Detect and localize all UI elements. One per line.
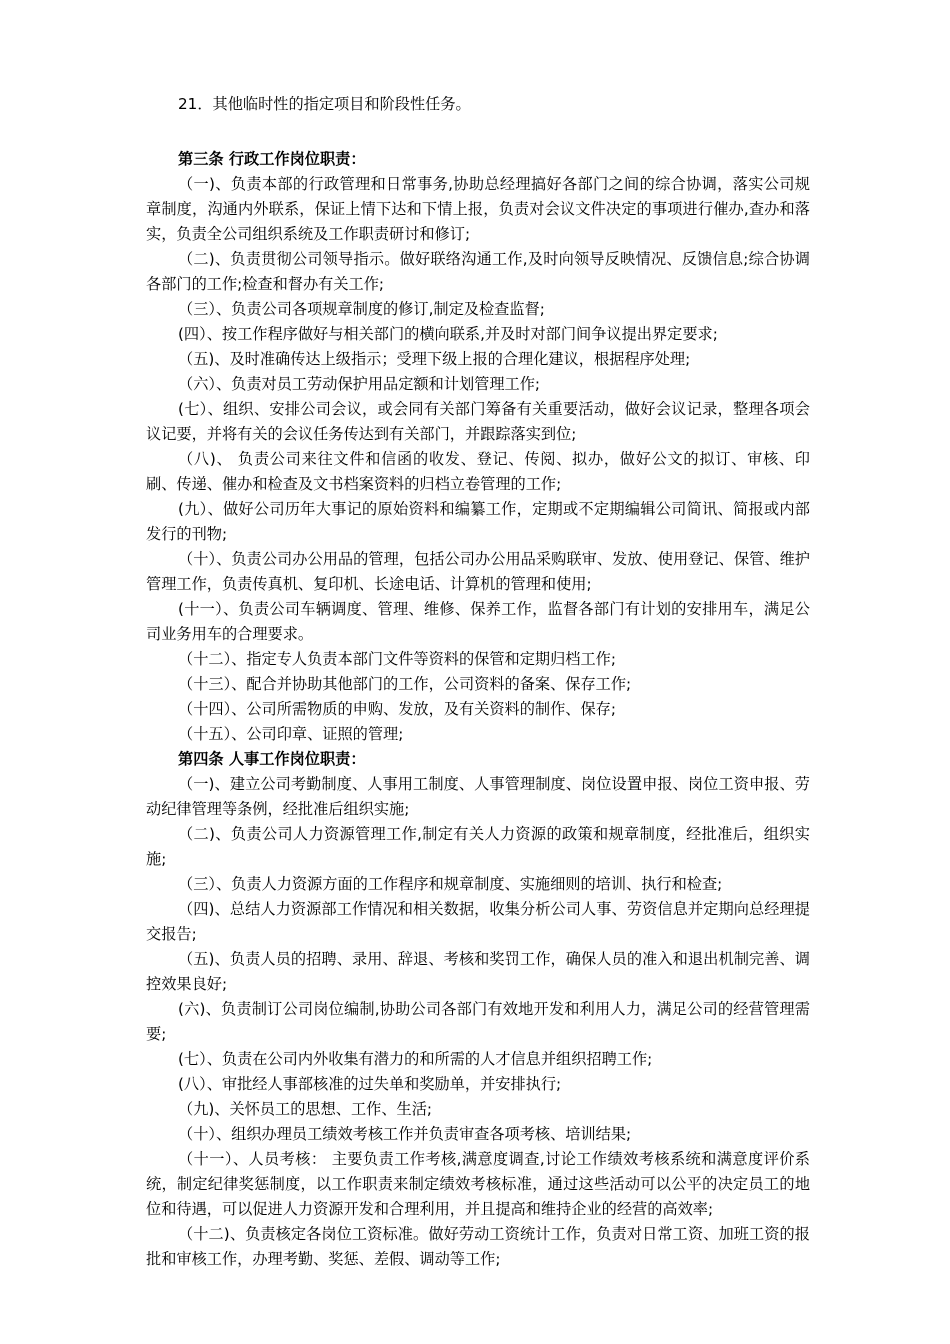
section-4-item-1: （一)、建立公司考勤制度、人事用工制度、人事管理制度、岗位设置申报、岗位工资申报、劳动纪律管理等条例，经批准后组织实施; (146, 775, 810, 818)
section-4-item-4: （四)、总结人力资源部工作情况和相关数据，收集分析公司人事、劳资信息并定期向总经理提交报告; (146, 900, 810, 943)
section-3-item-4: (四）、按工作程序做好与相关部门的横向联系,并及时对部门间争议提出界定要求; (178, 325, 718, 343)
section-3-item-12: （十二）、指定专人负责本部门文件等资料的保管和定期归档工作; (178, 650, 616, 668)
section-4-item-3: （三）、负责人力资源方面的工作程序和规章制度、实施细则的培训、执行和检查; (178, 875, 723, 893)
section-4-item-8: (八）、审批经人事部核准的过失单和奖励单，并安排执行; (178, 1075, 562, 1093)
section-4-item-7: (七）、负责在公司内外收集有潜力的和所需的人才信息并组织招聘工作; (178, 1050, 653, 1068)
intro-item: 21．其他临时性的指定项目和阶段性任务。 (178, 95, 471, 113)
section-4-item-10: （十）、组织办理员工绩效考核工作并负责审查各项考核、培训结果; (178, 1125, 632, 1143)
section-3-item-5: （五)、及时准确传达上级指示；受理下级上报的合理化建议，根据程序处理; (178, 350, 691, 368)
section-3-item-6: （六）、负责对员工劳动保护用品定额和计划管理工作; (178, 375, 541, 393)
section-3-item-11: (十一）、负责公司车辆调度、管理、维修、保养工作，监督各部门有计划的安排用车，满足公司业务用车的合理要求。 (146, 600, 810, 643)
paragraph-gap (146, 117, 810, 147)
section-3-item-1: （一)、负责本部的行政管理和日常事务,协助总经理搞好各部门之间的综合协调，落实公司规章制度，沟通内外联系，保证上情下达和下情上报，负责对会议文件决定的事项进行催办,查办和落实，负责全公司组织系统及工作职责研讨和修订; (146, 175, 810, 243)
section-4-item-6: (六)、负责制订公司岗位编制,协助公司各部门有效地开发和利用人力，满足公司的经营管理需要; (146, 1000, 810, 1043)
section-3-item-2: （二)、负责贯彻公司领导指示。做好联络沟通工作,及时向领导反映情况、反馈信息;综合协调各部门的工作;检查和督办有关工作; (146, 250, 810, 293)
section-3-item-9: (九）、做好公司历年大事记的原始资料和编纂工作，定期或不定期编辑公司简讯、简报或内部发行的刊物; (146, 500, 810, 543)
section-3-item-13: （十三）、配合并协助其他部门的工作，公司资料的备案、保存工作; (178, 675, 632, 693)
section-4-heading: 第四条 人事工作岗位职责： (178, 750, 366, 768)
section-4-item-11: （十一）、人员考核： 主要负责工作考核,满意度调查,讨论工作绩效考核系统和满意度评价系统，制定纪律奖惩制度，以工作职责来制定绩效考核标准，通过这些活动可以公平的决定员工的地位和待遇，可以促进人力资源开发和合理利用，并且提高和维持企业的经营的高效率; (146, 1150, 810, 1218)
section-3-item-15: （十五）、公司印章、证照的管理; (178, 725, 404, 743)
document-body (146, 92, 810, 1272)
section-4-item-5: （五)、负责人员的招聘、录用、辞退、考核和奖罚工作，确保人员的准入和退出机制完善、调控效果良好; (146, 950, 810, 993)
section-4-item-12: （十二)、负责核定各岗位工资标准。做好劳动工资统计工作，负责对日常工资、加班工资的报批和审核工作，办理考勤、奖惩、差假、调动等工作; (146, 1225, 810, 1268)
section-3-item-7: (七）、组织、安排公司会议，或会同有关部门筹备有关重要活动，做好会议记录，整理各项会议记要，并将有关的会议任务传达到有关部门，并跟踪落实到位; (146, 400, 810, 443)
section-3-heading: 第三条 行政工作岗位职责： (178, 150, 366, 168)
section-4-item-9: （九)、关怀员工的思想、工作、生活; (178, 1100, 433, 1118)
section-3-item-14: （十四）、公司所需物质的申购、发放，及有关资料的制作、保存; (178, 700, 616, 718)
section-3-item-8: （八)、 负责公司来往文件和信函的收发、登记、传阅、拟办，做好公文的拟订、审核、印刷、传递、催办和检查及文书档案资料的归档立卷管理的工作; (146, 450, 810, 493)
section-3-item-10: （十）、负责公司办公用品的管理，包括公司办公用品采购联审、发放、使用登记、保管、维护管理工作，负责传真机、复印机、长途电话、计算机的管理和使用; (146, 550, 810, 593)
section-4-item-2: （二)、负责公司人力资源管理工作,制定有关人力资源的政策和规章制度，经批准后，组织实施; (146, 825, 810, 868)
section-3-item-3: （三）、负责公司各项规章制度的修订,制定及检查监督; (178, 300, 545, 318)
